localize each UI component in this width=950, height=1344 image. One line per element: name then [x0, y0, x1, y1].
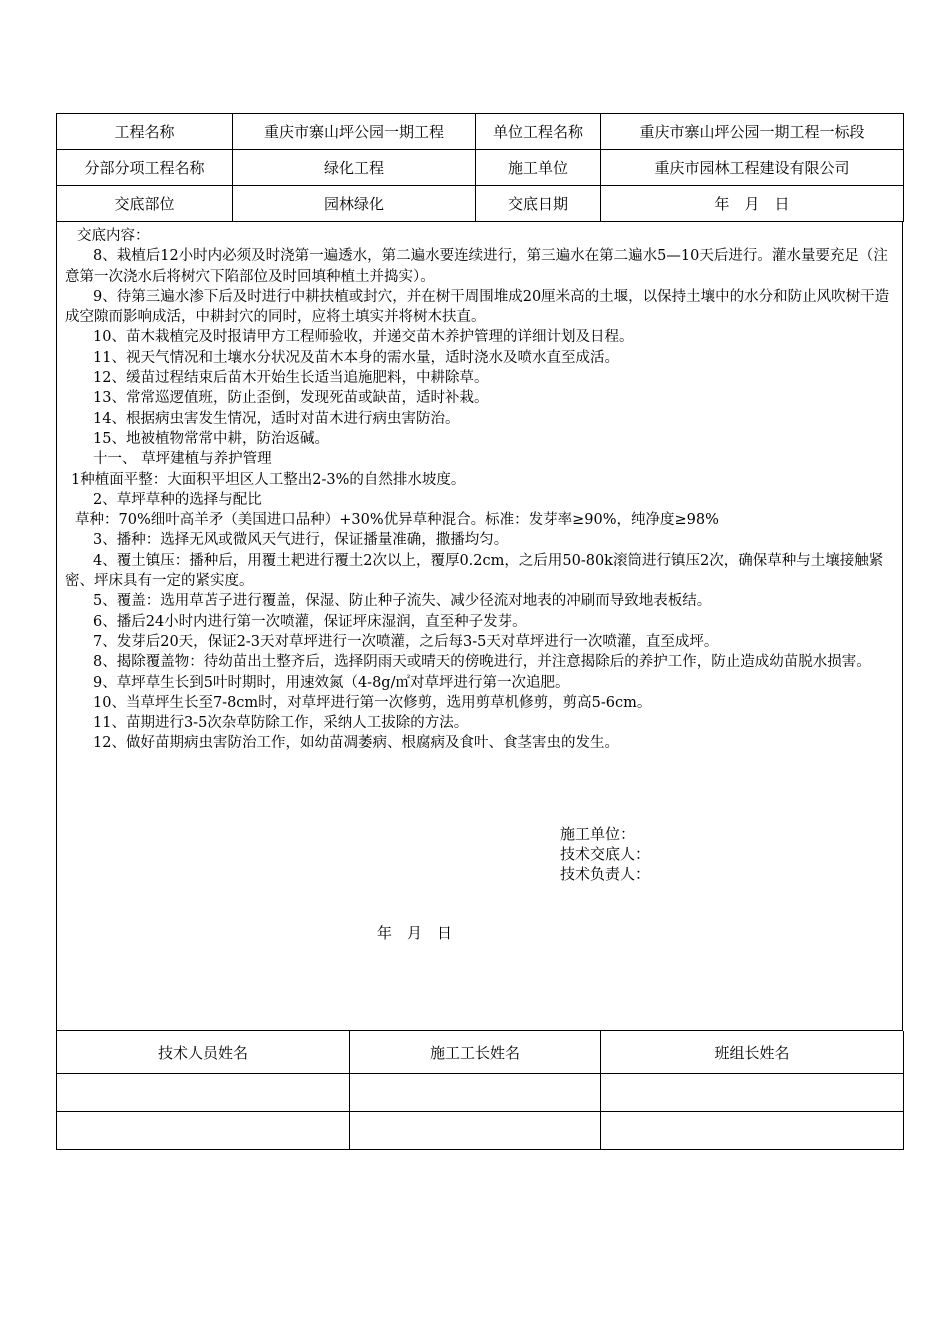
- paragraph: 9、草坪草生长到5叶时期时，用速效氮（4-8g/㎡对草坪进行第一次追肥。: [93, 674, 570, 691]
- paragraph: 10、苗木栽植完及时报请甲方工程师验收，并递交苗木养护管理的详细计划及日程。: [93, 329, 634, 346]
- date-label: 交底日期: [476, 186, 601, 222]
- section-heading: 十一、 草坪建植与养护管理: [93, 451, 272, 468]
- disclosure-form: [56, 113, 903, 1150]
- paragraph: 3、播种：选择无风或微风天气进行，保证播量准确，撒播均匀。: [93, 532, 509, 549]
- foreman-cell[interactable]: [350, 1112, 601, 1150]
- sub-project-value: 绿化工程: [233, 150, 476, 186]
- paragraph: 14、根据病虫害发生情况，适时对苗木进行病虫害防治。: [93, 410, 460, 427]
- content-body: [57, 222, 902, 754]
- paragraph: 15、地被植物常常中耕，防治返碱。: [93, 430, 329, 447]
- paragraph: 5、覆盖：选用草苫子进行覆盖，保湿、防止种子流失、减少径流对地表的冲刷而导致地表板结。: [93, 593, 712, 610]
- footer-table: [56, 1031, 904, 1150]
- team-leader-cell[interactable]: [601, 1112, 904, 1150]
- content-cell: [57, 222, 903, 1031]
- sign-responsible-label: 技术负责人：: [560, 865, 651, 883]
- contractor-value: 重庆市园林工程建设有限公司: [601, 150, 904, 186]
- team-leader-cell[interactable]: [601, 1074, 904, 1112]
- paragraph: 13、常常巡逻值班，防止歪倒，发现死苗或缺苗，适时补栽。: [93, 390, 489, 407]
- sign-discloser-label: 技术交底人：: [560, 845, 651, 863]
- header-table: [56, 113, 904, 222]
- project-name-value: 重庆市寨山坪公园一期工程: [233, 114, 476, 150]
- paragraph: 11、苗期进行3-5次杂草防除工作，采纳人工拔除的方法。: [93, 715, 469, 732]
- paragraph: 8、揭除覆盖物：待幼苗出土整齐后，选择阴雨天或晴天的傍晚进行，并注意揭除后的养护工作，防止造成幼苗脱水损害。: [93, 654, 871, 671]
- paragraph: 6、播后24小时内进行第一次喷灌，保证坪床湿润，直至种子发芽。: [93, 613, 527, 630]
- paragraph: 草种：70%细叶高羊矛（美国进口品种）+30%优异草种混合。标准：发芽率≥90%，纯净度≥98%: [75, 512, 719, 529]
- date-value: 年 月 日: [601, 186, 904, 222]
- foreman-cell[interactable]: [350, 1074, 601, 1112]
- paragraph: 4、覆土镇压：播种后，用覆土耙进行覆土2次以上，覆厚0.2cm，之后用50-80k滚筒进行镇压2次，确保草种与土壤接触紧密、坪床具有一定的紧实度。: [65, 552, 884, 590]
- sign-date: 年 月 日: [377, 924, 453, 942]
- team-leader-header: 班组长姓名: [601, 1031, 904, 1074]
- paragraph: 12、缓苗过程结束后苗木开始生长适当追施肥料，中耕除草。: [93, 370, 489, 387]
- part-label: 交底部位: [57, 186, 233, 222]
- sub-project-label: 分部分项工程名称: [57, 150, 233, 186]
- foreman-header: 施工工长姓名: [350, 1031, 601, 1074]
- paragraph: 9、待第三遍水渗下后及时进行中耕扶植或封穴，并在树干周围堆成20厘米高的土堰，以保持土壤中的水分和防止风吹树干造成空隙而影响成活，中耕封穴的同时，应将土填实并将树木扶直。: [65, 288, 890, 326]
- project-name-label: 工程名称: [57, 114, 233, 150]
- paragraph: 10、当草坪生长至7-8cm时，对草坪进行第一次修剪，选用剪草机修剪，剪高5-6cm。: [93, 694, 652, 711]
- part-value: 园林绿化: [233, 186, 476, 222]
- contractor-label: 施工单位: [476, 150, 601, 186]
- tech-staff-header: 技术人员姓名: [57, 1031, 350, 1074]
- tech-staff-cell[interactable]: [57, 1074, 350, 1112]
- signature-block: [560, 824, 650, 884]
- paragraph: 11、视天气情况和土壤水分状况及苗木本身的需水量，适时浇水及喷水直至成活。: [93, 349, 619, 366]
- paragraph: 2、草坪草种的选择与配比: [93, 491, 262, 508]
- content-table: [56, 222, 903, 1031]
- paragraph: 12、做好苗期病虫害防治工作，如幼苗凋萎病、根腐病及食叶、食茎害虫的发生。: [93, 735, 619, 752]
- paragraph: 7、发芽后20天，保证2-3天对草坪进行一次喷灌，之后每3-5天对草坪进行一次喷灌，直至成坪。: [93, 633, 719, 650]
- content-heading: 交底内容：: [77, 228, 150, 244]
- unit-project-label: 单位工程名称: [476, 114, 601, 150]
- paragraph: 8、栽植后12小时内必须及时浇第一遍透水，第二遍水要连续进行，第三遍水在第二遍水5—10天后进行。灌水量要充足（注意第一次浇水后将树穴下陷部位及时回填种植土并捣实）。: [65, 248, 888, 285]
- unit-project-value: 重庆市寨山坪公园一期工程一标段: [601, 114, 904, 150]
- tech-staff-cell[interactable]: [57, 1112, 350, 1150]
- paragraph: 1种植面平整：大面积平坦区人工整出2-3%的自然排水坡度。: [71, 471, 466, 488]
- sign-unit-label: 施工单位：: [560, 825, 636, 843]
